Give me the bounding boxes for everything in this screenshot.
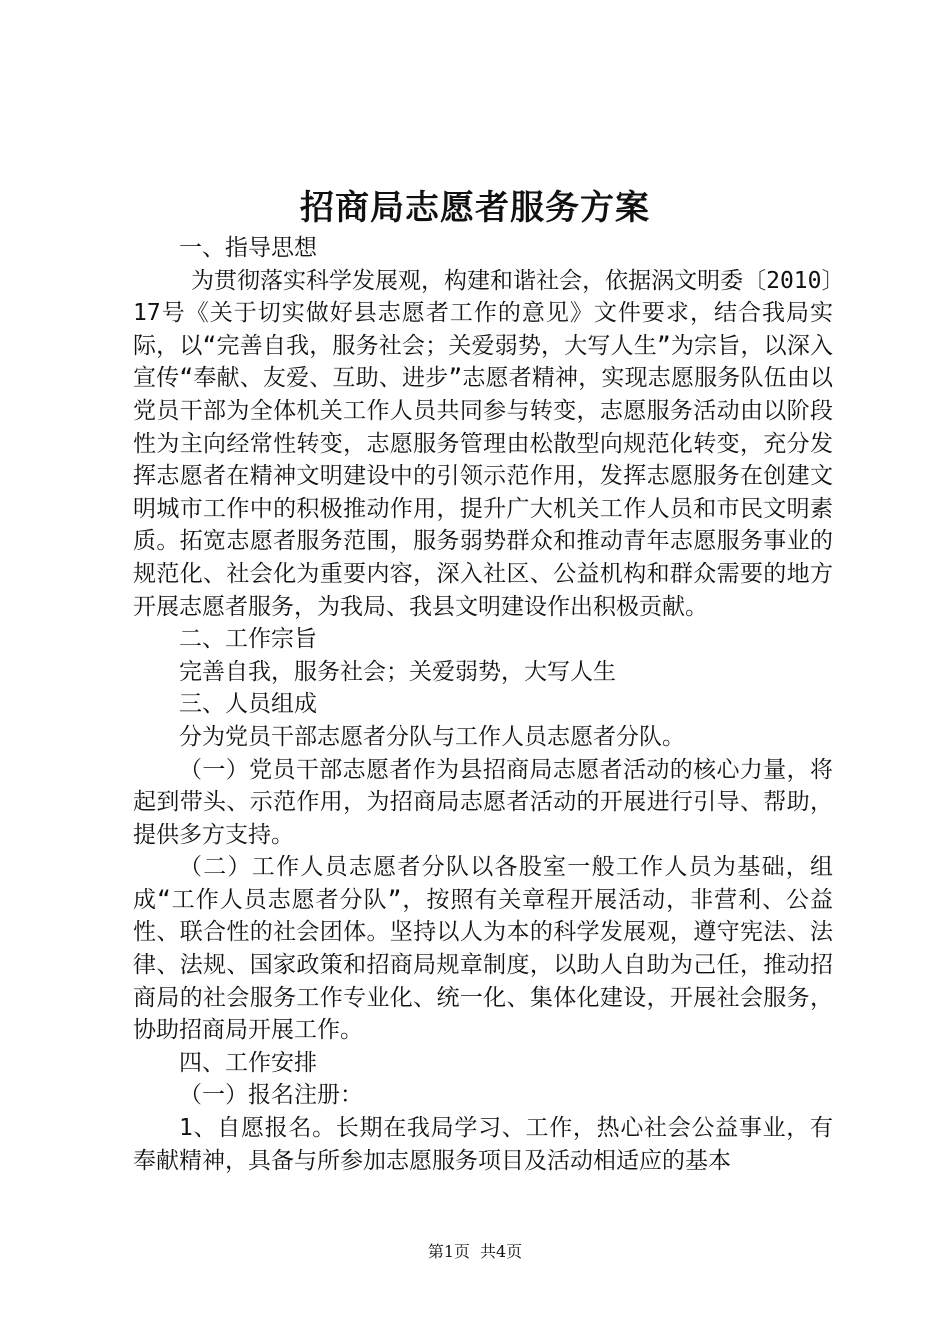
paragraph: 分为党员干部志愿者分队与工作人员志愿者分队。 — [179, 723, 685, 750]
paragraph: （一）党员干部志愿者作为县招商局志愿者活动的核心力量，将起到带头、示范作用，为招商局志愿者活动的开展进行引导、帮助，提供多方支持。 — [133, 756, 833, 848]
paragraph: 1、自愿报名。长期在我局学习、工作，热心社会公益事业，有奉献精神，具备与所参加志愿服务项目及活动相适应的基本 — [133, 1115, 833, 1174]
page-total: 共4页 — [480, 1242, 523, 1261]
paragraph: 完善自我，服务社会；关爱弱势，大写人生 — [179, 658, 616, 685]
document-title: 招商局志愿者服务方案 — [300, 188, 650, 228]
paragraph: 为贯彻落实科学发展观，构建和谐社会，依据涡文明委〔2010〕17号《关于切实做好县志愿者工作的意见》文件要求，结合我局实际，以“完善自我，服务社会；关爱弱势，大写人生”为宗旨，以深入宣传“奉献、友爱、互助、进步”志愿者精神，实现志愿服务队伍由以党员干部为全体机关工作人员共同参与转变，志愿服务活动由以阶段性为主向经常性转变，志愿服务管理由松散型向规范化转变，充分发挥志愿者在精神文明建设中的引领示范作用，发挥志愿服务在创建文明城市工作中的积极推动作用，提升广大机关工作人员和市民文明素质。拓宽志愿者服务范围，服务弱势群众和推动青年志愿服务事业的规范化、社会化为重要内容，深入社区、公益机构和群众需要的地方开展志愿者服务，为我局、我县文明建设作出积极贡献。 — [133, 267, 833, 620]
paragraph: （二）工作人员志愿者分队以各股室一般工作人员为基础，组成“工作人员志愿者分队”，按照有关章程开展活动，非营利、公益性、联合性的社会团体。坚持以人为本的科学发展观，遵守宪法、法律、法规、国家政策和招商局规章制度，以助人自助为己任，推动招商局的社会服务工作专业化、统一化、集体化建设，开展社会服务，协助招商局开展工作。 — [133, 854, 833, 1044]
section-heading: 一、指导思想 — [179, 235, 317, 261]
page-number: 第1页 — [427, 1242, 470, 1261]
section-heading: 二、工作宗旨 — [179, 626, 317, 653]
document-body — [133, 232, 833, 1177]
section-heading: 三、人员组成 — [179, 691, 317, 718]
page-footer — [0, 1241, 950, 1263]
paragraph: （一）报名注册： — [179, 1082, 363, 1109]
section-heading: 四、工作安排 — [179, 1049, 317, 1076]
